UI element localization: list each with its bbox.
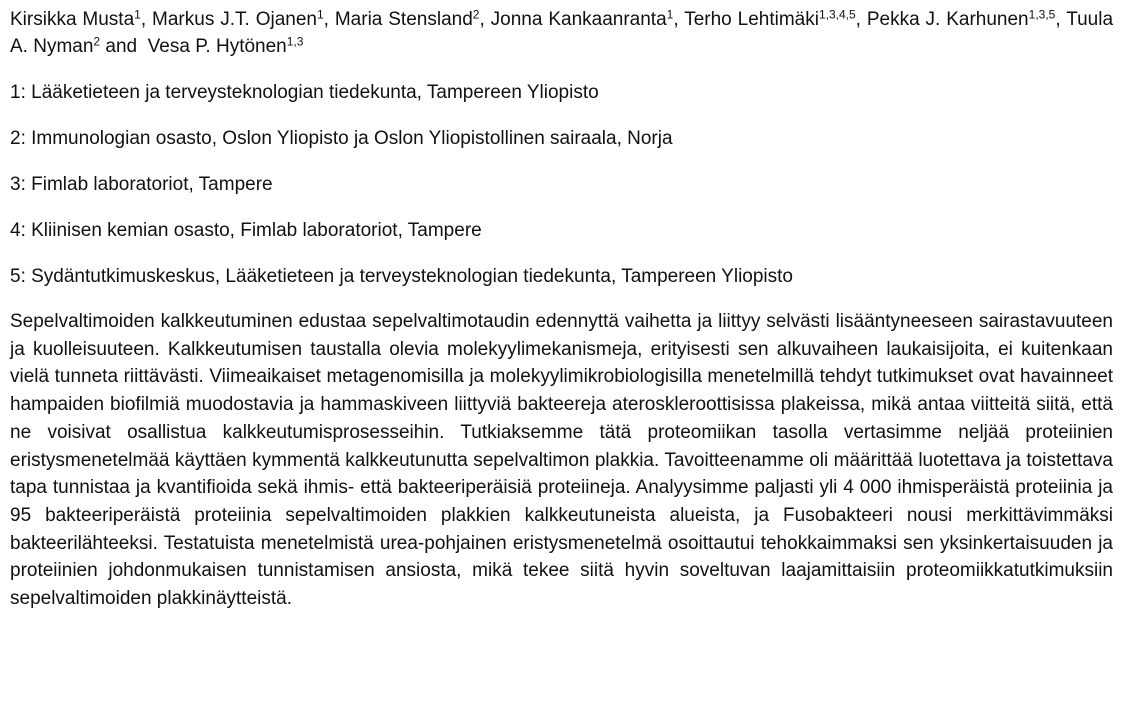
author-separator: , [140, 9, 153, 30]
affiliation-marker: 2 [472, 7, 480, 22]
affiliation-marker: 1 [666, 7, 674, 22]
affiliation-line: 5: Sydäntutkimuskeskus, Lääketieteen ja terveysteknologian tiedekunta, Tampereen Yliopisto [10, 266, 793, 287]
affiliation-line: 1: Lääketieteen ja terveysteknologian tiedekunta, Tampereen Yliopisto [10, 82, 599, 103]
affiliation-line: 3: Fimlab laboratoriot, Tampere [10, 174, 273, 195]
affiliation-marker: 1 [316, 7, 324, 22]
author-separator: and [100, 36, 143, 57]
author-separator: , [855, 9, 867, 30]
author-separator: , [673, 9, 685, 30]
author-list [10, 6, 1113, 60]
author-name: Maria Stensland [334, 9, 473, 30]
author-name: Terho Lehtimäki [684, 9, 819, 30]
affiliation-marker: 1,3,4,5 [818, 7, 856, 22]
author-name: Tuula A. Nyman [10, 9, 1114, 57]
affiliation-marker: 1,3 [286, 34, 304, 49]
affiliation-line: 2: Immunologian osasto, Oslon Yliopisto ja Oslon Yliopistollinen sairaala, Norja [10, 128, 673, 149]
author-separator: , [479, 9, 491, 30]
affiliation-marker: 2 [93, 34, 101, 49]
author-name: Jonna Kankaanranta [490, 9, 667, 30]
author-separator: , [1055, 9, 1067, 30]
author-separator: , [323, 9, 335, 30]
affiliation-marker: 1 [134, 7, 141, 22]
affiliation-marker: 1,3,5 [1028, 7, 1056, 22]
document-page [10, 6, 1113, 613]
author-name: Kirsikka Musta [10, 9, 135, 30]
affiliation-line: 4: Kliinisen kemian osasto, Fimlab laboratoriot, Tampere [10, 220, 482, 241]
author-name: Vesa P. Hytönen [147, 36, 287, 57]
author-name: Markus J.T. Ojanen [152, 9, 317, 30]
author-name: Pekka J. Karhunen [866, 9, 1029, 30]
abstract-paragraph: Sepelvaltimoiden kalkkeutuminen edustaa sepelvaltimotaudin edennyttä vaihetta ja liittyy selvästi lisääntyneeseen sairastavuuteen ja kuolleisuuteen. Kalkkeutumisen taustalla olevia molekyylimekanismeja, erityisesti sen alkuvaiheen laukaisijoita, ei kuitenkaan vielä tunneta riittävästi. Viimeaikaiset metagenomisilla ja molekyylimikrobiologisilla menetelmillä tehdyt tutkimukset ovat havainneet hampaiden biofilmiä muodostavia ja hammaskiveen liittyviä bakteereja ateroskleroottisissa plakeissa, mikä antaa viitteitä siitä, että ne voisivat osallistua kalkkeutumisprosesseihin. Tutkiaksemme tätä proteomiikan tasolla vertasimme neljää proteiinien eristysmenetelmää käyttäen kymmentä kalkkeutunutta sepelvaltimon plakkia. Tavoitteenamme oli määrittää luotettava ja toistettava tapa tunnistaa ja kvantifioida sekä ihmis- että bakteeriperäisiä proteiineja. Analyysimme paljasti yli 4 000 ihmisperäistä proteiinia ja 95 bakteeriperäistä proteiinia sepelvaltimoiden plakkien kalkkeutuneista alueista, ja Fusobakteeri nousi merkittävimmäksi bakteerilähteeksi. Testatuista menetelmistä urea-pohjainen eristysmenetelmä osoittautui tehokkaimmaksi sen yksinkertaisuuden ja proteiinien johdonmukaisen tunnistamisen ansiosta, mikä tekee siitä hyvin soveltuvan laajamittaisiin proteomiikkatutkimuksiin sepelvaltimoiden plakkinäytteistä. [10, 311, 1113, 610]
